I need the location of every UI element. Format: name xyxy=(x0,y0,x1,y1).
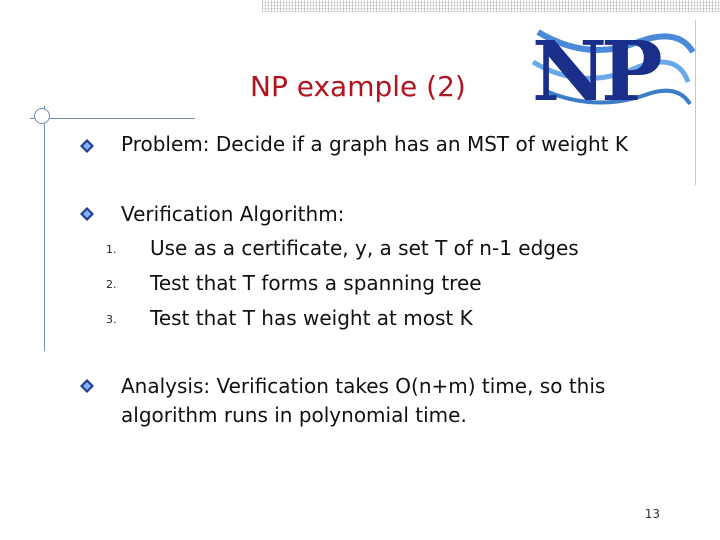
step-text: Use as a certificate, y, a set T of n-1 edges xyxy=(150,236,579,260)
decorative-header-band-overlay xyxy=(262,0,720,12)
step-number: 3. xyxy=(106,313,117,326)
corner-circle xyxy=(34,108,50,124)
np-logo xyxy=(528,22,698,114)
page-number: 13 xyxy=(644,507,660,521)
slide-title: NP example (2) xyxy=(250,70,466,103)
step-number: 1. xyxy=(106,243,117,256)
bullet-analysis-line2: algorithm runs in polynomial time. xyxy=(121,403,467,427)
horizontal-rule xyxy=(30,118,195,119)
bullet-analysis-line1: Analysis: Verification takes O(n+m) time, so this xyxy=(121,374,606,398)
diamond-bullet-icon xyxy=(80,207,94,221)
logo-letters: NP xyxy=(532,24,657,114)
step-text: Test that T has weight at most K xyxy=(150,306,473,330)
diamond-bullet-icon xyxy=(80,379,94,393)
bullet-problem: Problem: Decide if a graph has an MST of weight K xyxy=(121,132,629,156)
vertical-rule xyxy=(44,106,45,351)
diamond-bullet-icon xyxy=(80,139,94,153)
bullet-verification: Verification Algorithm: xyxy=(121,202,345,226)
step-text: Test that T forms a spanning tree xyxy=(150,271,482,295)
step-number: 2. xyxy=(106,278,117,291)
